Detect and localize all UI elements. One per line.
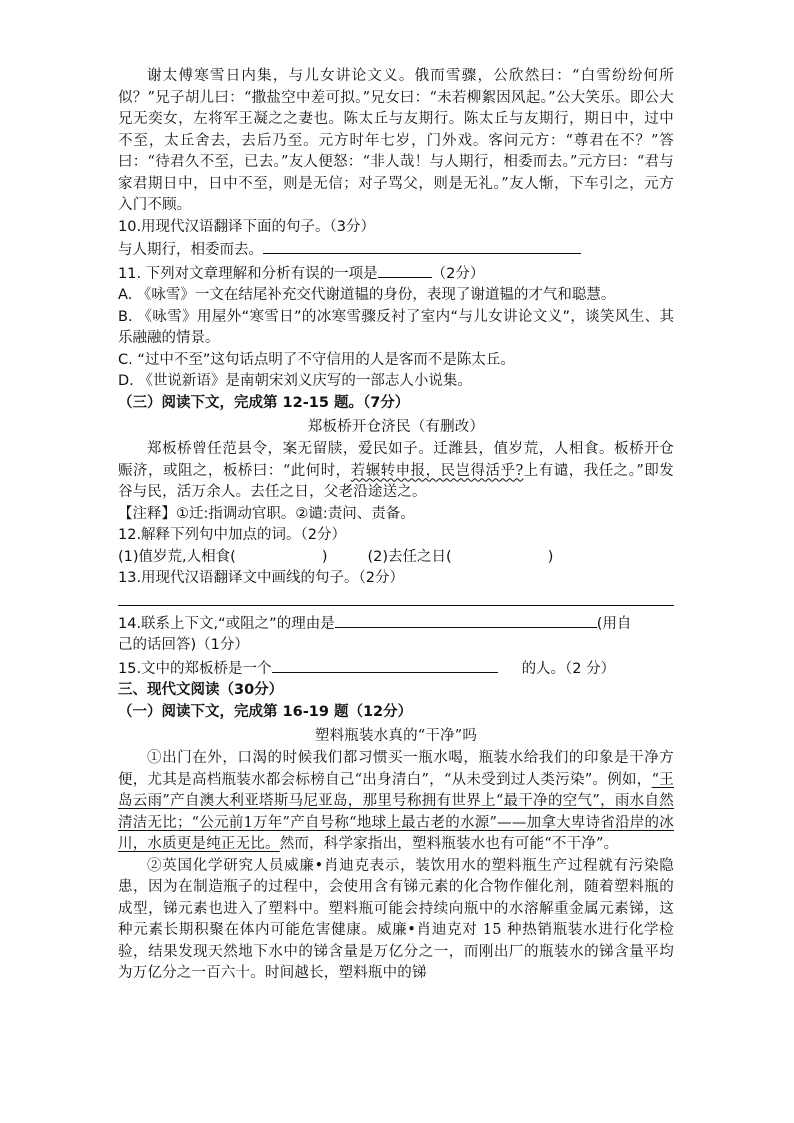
q15-prompt-text: 15.文中的郑板桥是一个 xyxy=(118,660,272,677)
section3-note: 【注释】①迁:指调动官职。②谴:责问、责备。 xyxy=(118,505,415,522)
section4-p1-after: 然而，科学家指出，塑料瓶装水也有可能“不干净”。 xyxy=(279,836,619,852)
q11-points: （2分） xyxy=(431,265,485,282)
section4-p1-before: ①出门在外，口渴的时候我们都习惯买一瓶水喝，瓶装水给我们的印象是干净方便，尤其是高档瓶装水都会标榜自己“出身清白”，“从未受到过人类污染”。例如， xyxy=(118,750,674,788)
section3-heading: （三）阅读下文，完成第 12-15 题。（7分） xyxy=(118,394,410,411)
q13-answer-line[interactable] xyxy=(118,604,674,606)
section4-p1-underlined: “王岛云雨”产自澳大利亚塔斯马尼亚岛，那里号称拥有世界上“最干净的空气”，雨水自然清洁无比；“公元前1万年”产自号称“地球上最古老的水源”——加拿大卑诗省沿岸的冰川，水质更是纯正无比。 xyxy=(118,771,674,852)
section4-title: 塑料瓶装水真的“干净”吗 xyxy=(314,728,478,744)
q12-prompt: 12.解释下列句中加点的词。（2分） xyxy=(118,527,347,543)
xiexue-passage: 谢太傅寒雪日内集，与儿女讲论文义。俄而雪骤，公欣然曰：“白雪纷纷何所似？”兄子胡儿曰：“撒盐空中差可拟。”兄女曰：“未若柳絮因风起。”公大笑乐。即公大兄无奕女，左将军王凝之之妻也。陈太丘与友期行。陈太丘与友期行，期日中，过中不至，太丘舍去，去后乃至。元方时年七岁，门外戏。客问元方：“尊君在不？”答曰：“待君久不至，已去。”友人便怒：“非人哉！与人期行，相委而去。”元方曰：“君与家君期日中，日中不至，则是无信；对子骂父，则是无礼。”友人惭，下车引之，元方入门不顾。 xyxy=(118,68,674,213)
q11-prompt xyxy=(118,262,674,286)
q12-item2-close: ) xyxy=(547,548,554,565)
part3-heading: 三、现代文阅读（30分） xyxy=(118,682,284,698)
section3-underlined-sentence: 若辗转申报，民岂得活乎? xyxy=(350,462,524,479)
q12-item1: (1)值岁荒,人相食( xyxy=(118,548,236,565)
q11-option-c: C. “过中不至”这句话点明了不守信用的人是客而不是陈太丘。 xyxy=(118,351,515,368)
q10-answer-blank[interactable] xyxy=(263,238,581,254)
q14-prompt-after: (用自 xyxy=(596,615,632,632)
q12-item2: (2)去任之日( xyxy=(367,548,452,565)
q15-answer-blank[interactable] xyxy=(272,657,498,673)
q12-item1-close: ) xyxy=(321,548,328,565)
q15-prompt xyxy=(118,657,674,681)
page-content xyxy=(118,66,674,985)
q11-option-b: B. 《咏雪》用屋外“寒雪日”的冰寒雪骤反衬了室内“与儿女讲论文义”，谈笑风生、其乐融融的情景。 xyxy=(118,308,674,346)
q15-prompt-after: 的人。（2 分） xyxy=(521,660,616,677)
q13-prompt: 13.用现代汉语翻译文中画线的句子。（2分） xyxy=(118,570,405,586)
section4-paragraph-1 xyxy=(118,748,674,856)
section3-title: 郑板桥开仓济民（有删改） xyxy=(307,419,485,435)
q11-option-d: D. 《世说新语》是南朝宋刘义庆写的一部志人小说集。 xyxy=(118,373,472,389)
q14-prompt-text: 14.联系上下文,“或阻之”的理由是 xyxy=(118,615,335,632)
q14-answer-blank[interactable] xyxy=(335,612,597,628)
q11-answer-blank[interactable] xyxy=(378,262,432,278)
section3-text-after: 上有谴，我任之。”即发谷与民，活万余人。去任之日，父老沿途送之。 xyxy=(118,462,674,500)
q11-option-a: A. 《咏雪》一文在结尾补充交代谢道韫的身份，表现了谢道韫的才气和聪慧。 xyxy=(118,287,616,303)
q14-prompt-line2: 己的话回答)（1分） xyxy=(118,637,249,653)
section3-text-before: 郑板桥曾任范县令，案无留牍，爱民如子。迁潍县，值岁荒，人相食。板桥开仓赈济，或阻之，板桥曰：“此何时， xyxy=(118,441,674,479)
section3-passage xyxy=(118,439,674,504)
section4-paragraph-2: ②英国化学研究人员威廉•肖迪克表示，装饮用水的塑料瓶生产过程就有污染隐患，因为在制造瓶子的过程中，会使用含有锑元素的化合物作催化剂，随着塑料瓶的成型，锑元素也进入了塑料中。塑料瓶可能会持续向瓶中的水溶解重金属元素锑，这种元素长期积聚在体内可能危害健康。威廉•肖迪克对 15 种热销瓶装水进行化学检验，结果发现天然地下水中的锑含量是万亿分之一，而刚出厂的瓶装水的锑含量平均为万亿分之一百六十。时间越长，塑料瓶中的锑 xyxy=(118,857,674,981)
q12-items xyxy=(118,547,674,569)
q10-sentence: 与人期行，相委而去。 xyxy=(118,242,263,258)
section4-heading: （一）阅读下文，完成第 16-19 题（12分） xyxy=(118,703,413,720)
q10-prompt: 10.用现代汉语翻译下面的句子。（3分） xyxy=(118,218,376,235)
q10-sentence-line xyxy=(118,238,674,262)
q11-prompt-text: 11. 下列对文章理解和分析有误的一项是 xyxy=(118,265,378,282)
q14-prompt xyxy=(118,612,674,636)
